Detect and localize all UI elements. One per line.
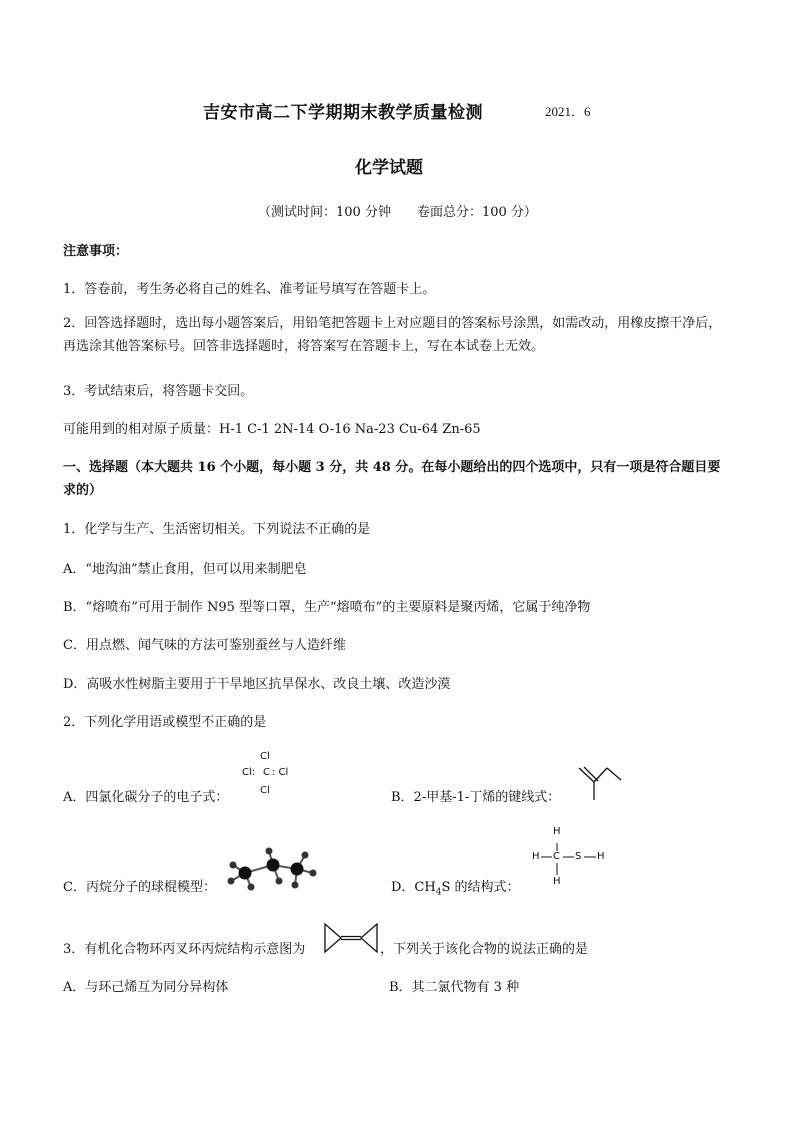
q1-option-d: D．高吸水性树脂主要用于干旱地区抗旱保水、改良土壤、改造沙漠: [63, 677, 451, 692]
note-item-3: 3．考试结束后，将答题卡交回。: [63, 384, 254, 399]
ch4s-h-right: H: [597, 851, 605, 862]
notes-heading: 注意事项：: [63, 244, 129, 259]
q2-stem: 2．下列化学用语或模型不正确的是: [63, 715, 267, 730]
exam-meta: （测试时间：100 分钟 卷面总分：100 分）: [258, 205, 537, 220]
ccl4-cl-left: Cl:: [242, 767, 256, 778]
ch4s-bond-lines: [530, 830, 610, 890]
note-item-1: 1．答卷前，考生务必将自己的姓名、准考证号填写在答题卡上。: [63, 282, 436, 297]
q1-option-c: C．用点燃、闻气味的方法可鉴别蚕丝与人造纤维: [63, 638, 346, 653]
exam-subject: 化学试题: [355, 158, 423, 178]
q1-option-a: A．“地沟油”禁止食用，但可以用来制肥皂: [63, 562, 307, 577]
ch4s-h-left: H: [532, 851, 540, 862]
cyclopropylidene-cyclopropane-diagram: [323, 922, 379, 954]
ch4s-s: S: [575, 851, 582, 862]
q2-option-a: A．四氯化碳分子的电子式：: [63, 790, 229, 805]
ch4s-h-bottom: H: [553, 876, 561, 887]
ccl4-c: C: [263, 767, 270, 778]
exam-title: 吉安市高二下学期期末教学质量检测: [203, 103, 483, 123]
q2-option-d: D．$CH_4S$ 的结构式：: [391, 880, 520, 898]
q3-option-a: A．与环己烯互为同分异构体: [63, 980, 229, 995]
ccl4-cl-bottom: Cl: [260, 785, 270, 796]
methylbutene-skeletal-diagram: [577, 762, 627, 802]
section-heading: 一、选择题（本大题共 16 个小题，每小题 3 分，共 48 分。在每小题给出的四个选项中，只有一项是符合题目要求的）: [63, 460, 721, 498]
q2-option-c: C．丙烷分子的球棍模型：: [63, 880, 216, 895]
ccl4-cl-right: : Cl: [272, 767, 289, 778]
ccl4-cl-top: Cl: [260, 751, 270, 762]
q2-option-b: B．2-甲基-1-丁烯的键线式：: [391, 790, 561, 805]
q3-stem-prefix: 3．有机化合物环丙叉环丙烷结构示意图为: [63, 942, 306, 957]
q3-stem-suffix: ，下列关于该化合物的说法正确的是: [380, 942, 589, 957]
exam-date: 2021．6: [545, 104, 591, 119]
propane-ball-stick-model: [225, 845, 325, 895]
note-item-2: 2．回答选择题时，选出每小题答案后，用铅笔把答题卡上对应题目的答案标号涂黑，如需改动，用橡皮擦干净后，再选涂其他答案标号。回答非选择题时，将答案写在答题卡上，写在本试卷上无效。: [63, 316, 722, 354]
ch4s-h-top: H: [553, 826, 561, 837]
q1-stem: 1．化学与生产、生活密切相关。下列说法不正确的是: [63, 522, 371, 537]
atomic-mass-line: 可能用到的相对原子质量：H-1 C-1 2N-14 O-16 Na-23 Cu-64 Zn-65: [63, 422, 481, 437]
q1-option-b: B．“熔喷布”可用于制作 N95 型等口罩，生产“熔喷布”的主要原料是聚丙烯，它属于纯净物: [63, 600, 591, 615]
q3-option-b: B．其二氯代物有 3 种: [389, 980, 520, 995]
ch4s-c: C: [553, 851, 560, 862]
